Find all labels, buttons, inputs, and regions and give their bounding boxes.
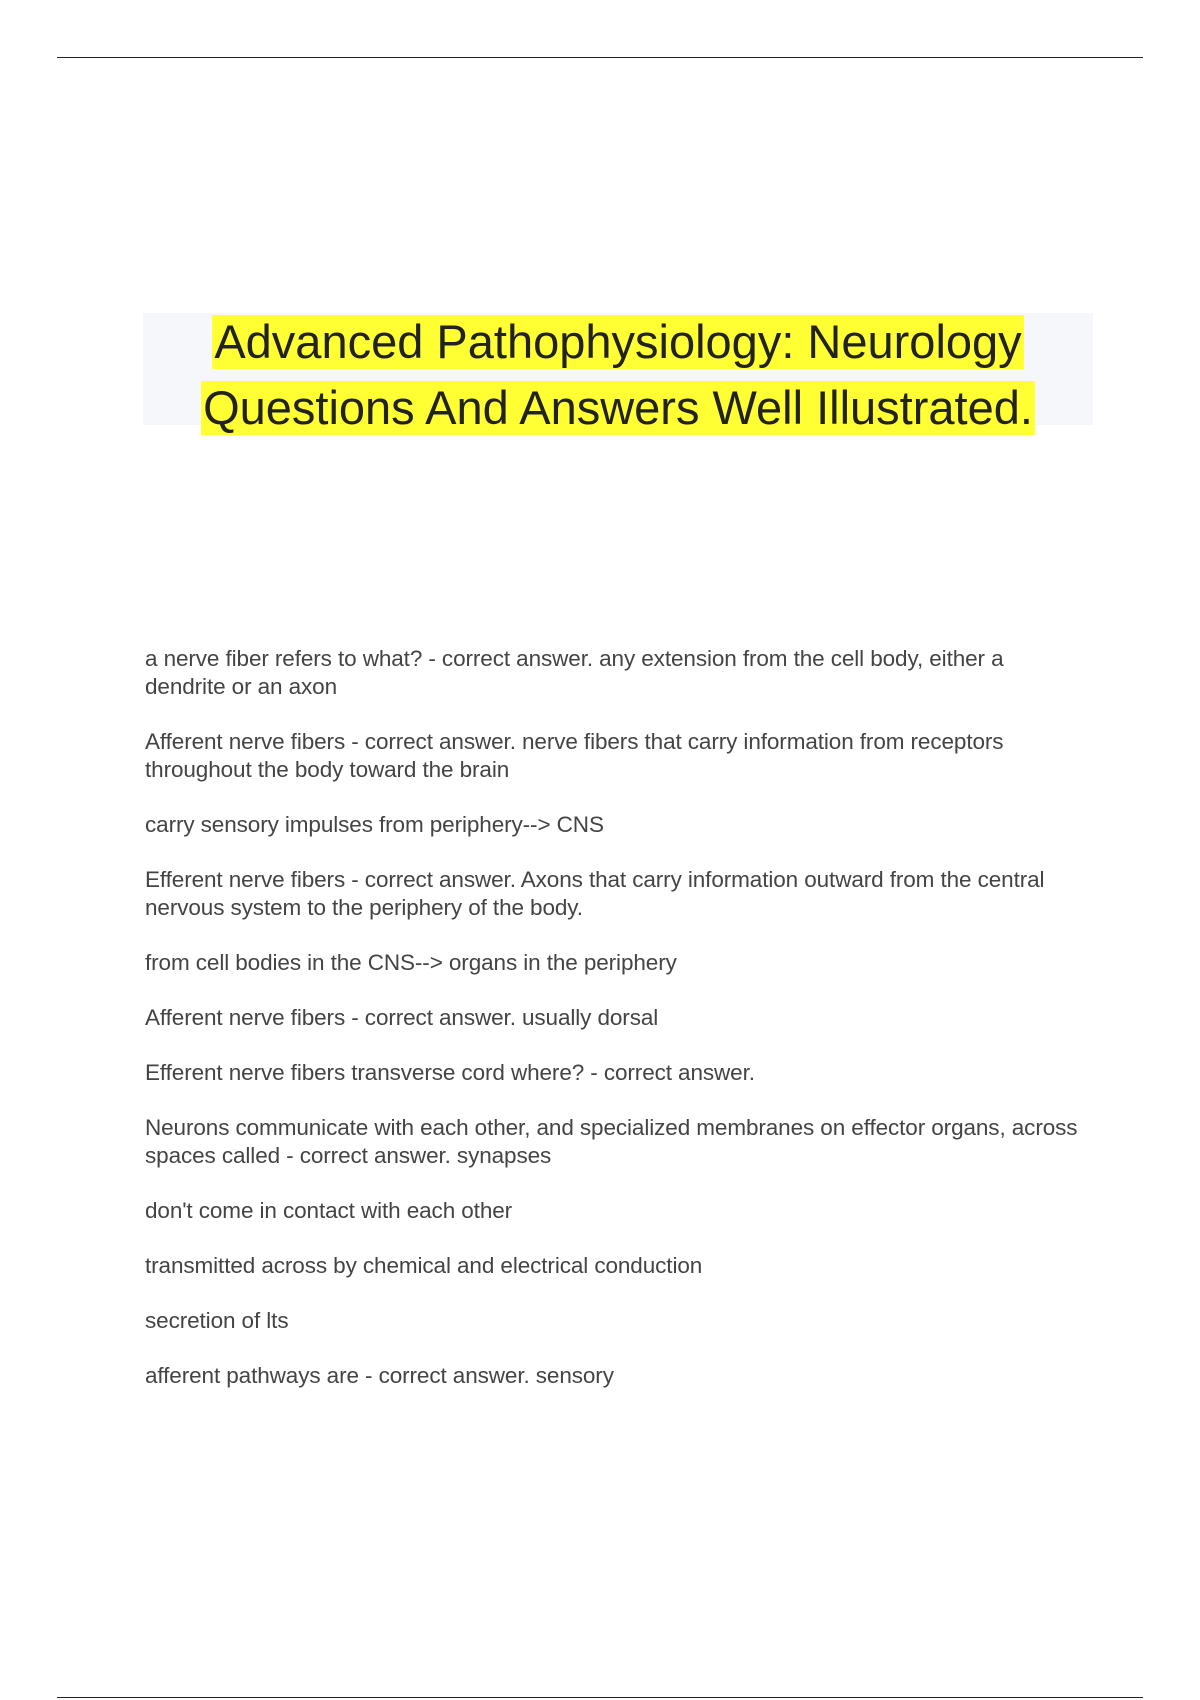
top-rule (57, 57, 1143, 58)
qa-entry-8: Neurons communicate with each other, and specialized membranes on effector organs, across spaces called - correct answer. synapses (145, 1115, 1078, 1168)
qa-entry-12: afferent pathways are - correct answer. sensory (145, 1363, 614, 1388)
qa-entry-11: secretion of lts (145, 1308, 289, 1333)
title-line-2: Questions And Answers Well Illustrated. (203, 381, 1033, 434)
qa-entry-3: carry sensory impulses from periphery--> CNS (145, 812, 604, 837)
qa-list (145, 645, 1085, 1417)
qa-entry-5: from cell bodies in the CNS--> organs in the periphery (145, 950, 677, 975)
qa-entry-2: Afferent nerve fibers - correct answer. nerve fibers that carry information from receptors throughout the body toward the brain (145, 729, 1004, 782)
title-block (143, 313, 1093, 434)
qa-entry-4: Efferent nerve fibers - correct answer. Axons that carry information outward from the central nervous system to the periphery of the body. (145, 867, 1045, 920)
qa-entry-7: Efferent nerve fibers transverse cord where? - correct answer. (145, 1060, 755, 1085)
qa-entry-6: Afferent nerve fibers - correct answer. usually dorsal (145, 1005, 659, 1030)
qa-entry-1: a nerve fiber refers to what? - correct answer. any extension from the cell body, either a dendrite or an axon (145, 646, 1004, 699)
qa-entry-9: don't come in contact with each other (145, 1198, 513, 1223)
qa-entry-10: transmitted across by chemical and electrical conduction (145, 1253, 703, 1278)
bottom-rule (57, 1697, 1143, 1698)
title-line-1: Advanced Pathophysiology: Neurology (214, 315, 1022, 368)
